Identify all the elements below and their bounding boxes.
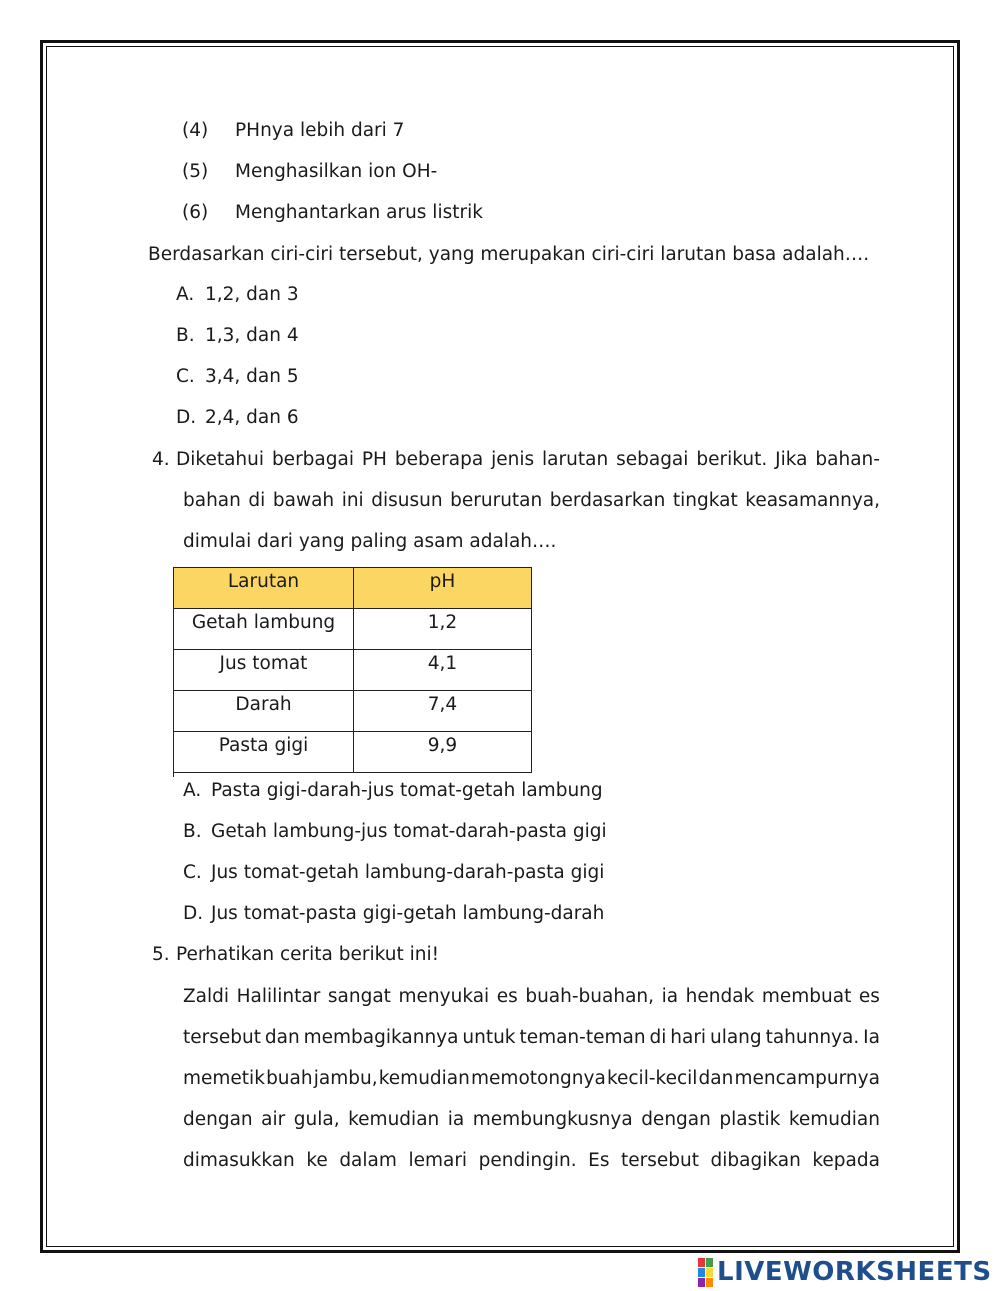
q4-option-b[interactable]: Getah lambung-jus tomat-darah-pasta gigi <box>211 821 607 842</box>
word: di <box>649 1027 667 1048</box>
word: kemudian <box>788 1109 880 1130</box>
statement-text: Menghasilkan ion OH- <box>235 161 438 182</box>
q5-story-line-2 <box>183 1026 880 1050</box>
q4-option-a[interactable]: Pasta gigi-darah-jus tomat-getah lambung <box>211 780 603 801</box>
word: pendingin. <box>478 1150 577 1171</box>
word: bahan <box>183 490 241 511</box>
q3-option-letter: A. <box>176 284 195 305</box>
ph-table <box>173 567 532 773</box>
q4-line-1 <box>176 448 880 472</box>
word: ia <box>661 986 679 1007</box>
word: dengan <box>641 1109 711 1130</box>
q5-story-line-3 <box>183 1067 880 1091</box>
table-cell: 7,4 <box>354 691 532 732</box>
word: ia <box>447 1109 465 1130</box>
logo-blocks-icon <box>698 1258 713 1287</box>
word: berurutan <box>450 490 543 511</box>
q3-option-letter: D. <box>176 407 197 428</box>
q3-option-a[interactable]: 1,2, dan 3 <box>205 284 299 305</box>
word: berbagai <box>271 449 354 470</box>
q3-option-letter: B. <box>176 325 195 346</box>
word: lemari <box>408 1150 468 1171</box>
table-cell: Jus tomat <box>174 650 354 691</box>
word: sebagai <box>616 449 689 470</box>
word: keasamannya, <box>745 490 880 511</box>
word: kepada <box>812 1150 880 1171</box>
word: berdasarkan <box>549 490 666 511</box>
q5-number: 5. <box>152 944 170 965</box>
q5-story-line-4 <box>183 1108 880 1132</box>
q5-story-line-1 <box>183 985 880 1009</box>
table-header-ph: pH <box>354 568 532 609</box>
statement-number: (5) <box>182 161 209 182</box>
word: plastik <box>719 1109 781 1130</box>
word: dimasukkan <box>183 1150 295 1171</box>
word: dibagikan <box>710 1150 801 1171</box>
word: dalam <box>339 1150 397 1171</box>
word: memetik <box>183 1068 265 1089</box>
statement-number: (4) <box>182 120 209 141</box>
word: bawah <box>272 490 335 511</box>
table-border-tail <box>173 767 174 777</box>
q4-option-letter: A. <box>183 780 202 801</box>
word: sangat <box>327 986 391 1007</box>
word: teman-teman <box>519 1027 646 1048</box>
word: Jika <box>775 449 808 470</box>
q4-option-letter: C. <box>183 862 202 883</box>
q4-line-3: dimulai dari yang paling asam adalah…. <box>183 531 557 552</box>
word: mencampurnya <box>734 1068 880 1089</box>
q4-option-letter: D. <box>183 903 204 924</box>
word: beberapa <box>394 449 484 470</box>
word: dan <box>264 1027 300 1048</box>
q4-line-2 <box>183 489 880 513</box>
table-cell: 4,1 <box>354 650 532 691</box>
word: gula, <box>293 1109 340 1130</box>
word: es <box>496 986 518 1007</box>
word: tingkat <box>672 490 738 511</box>
logo-text: LIVEWORKSHEETS <box>717 1257 992 1287</box>
word: kemudian <box>348 1109 440 1130</box>
word: hendak <box>685 986 755 1007</box>
statement-number: (6) <box>182 202 209 223</box>
word: ulang <box>709 1027 762 1048</box>
table-row <box>174 609 532 650</box>
table-row <box>174 732 532 773</box>
word: buah <box>266 1068 313 1089</box>
word: ini <box>341 490 364 511</box>
word: dengan <box>183 1109 253 1130</box>
q3-question: Berdasarkan ciri-ciri tersebut, yang merupakan ciri-ciri larutan basa adalah…. <box>148 244 870 265</box>
q4-option-c[interactable]: Jus tomat-getah lambung-darah-pasta gigi <box>211 862 605 883</box>
word: hari <box>670 1027 707 1048</box>
liveworksheets-logo[interactable] <box>698 1258 992 1286</box>
table-cell: 9,9 <box>354 732 532 773</box>
word: berikut. <box>696 449 768 470</box>
q5-story-line-5 <box>183 1149 880 1173</box>
q3-option-letter: C. <box>176 366 195 387</box>
word: PH <box>361 449 387 470</box>
word: Es <box>588 1150 610 1171</box>
table-cell: Getah lambung <box>174 609 354 650</box>
q3-option-b[interactable]: 1,3, dan 4 <box>205 325 299 346</box>
table-header-larutan: Larutan <box>174 568 354 609</box>
word: Ia <box>863 1027 880 1048</box>
statement-text: Menghantarkan arus listrik <box>235 202 483 223</box>
q4-number: 4. <box>152 449 170 470</box>
word: tersebut <box>183 1027 261 1048</box>
word: membungkusnya <box>472 1109 633 1130</box>
word: di <box>248 490 266 511</box>
word: larutan <box>542 449 609 470</box>
q4-option-d[interactable]: Jus tomat-pasta gigi-getah lambung-darah <box>211 903 605 924</box>
word: jambu, <box>313 1068 378 1089</box>
word: untuk <box>462 1027 516 1048</box>
word: Halilintar <box>236 986 321 1007</box>
q4-option-letter: B. <box>183 821 202 842</box>
word: air <box>261 1109 286 1130</box>
word: menyukai <box>398 986 490 1007</box>
word: membuat <box>761 986 852 1007</box>
word: kecil-kecil <box>606 1068 698 1089</box>
table-header-row <box>174 568 532 609</box>
table-row <box>174 650 532 691</box>
q5-title: Perhatikan cerita berikut ini! <box>176 944 440 965</box>
word: Zaldi <box>183 986 230 1007</box>
word: es <box>858 986 880 1007</box>
word: tersebut <box>621 1150 699 1171</box>
table-cell: Darah <box>174 691 354 732</box>
word: membagikannya <box>303 1027 459 1048</box>
word: jenis <box>491 449 535 470</box>
q3-option-c[interactable]: 3,4, dan 5 <box>205 366 299 387</box>
q3-option-d[interactable]: 2,4, dan 6 <box>205 407 299 428</box>
word: Diketahui <box>176 449 265 470</box>
statement-text: PHnya lebih dari 7 <box>235 120 405 141</box>
word: buah-buahan, <box>525 986 655 1007</box>
table-cell: Pasta gigi <box>174 732 354 773</box>
word: dan <box>698 1068 734 1089</box>
word: memotongnya <box>471 1068 606 1089</box>
word: tahunnya. <box>765 1027 860 1048</box>
word: ke <box>306 1150 328 1171</box>
word: disusun <box>371 490 443 511</box>
word: bahan- <box>815 449 880 470</box>
table-row <box>174 691 532 732</box>
table-cell: 1,2 <box>354 609 532 650</box>
word: kemudian <box>378 1068 470 1089</box>
